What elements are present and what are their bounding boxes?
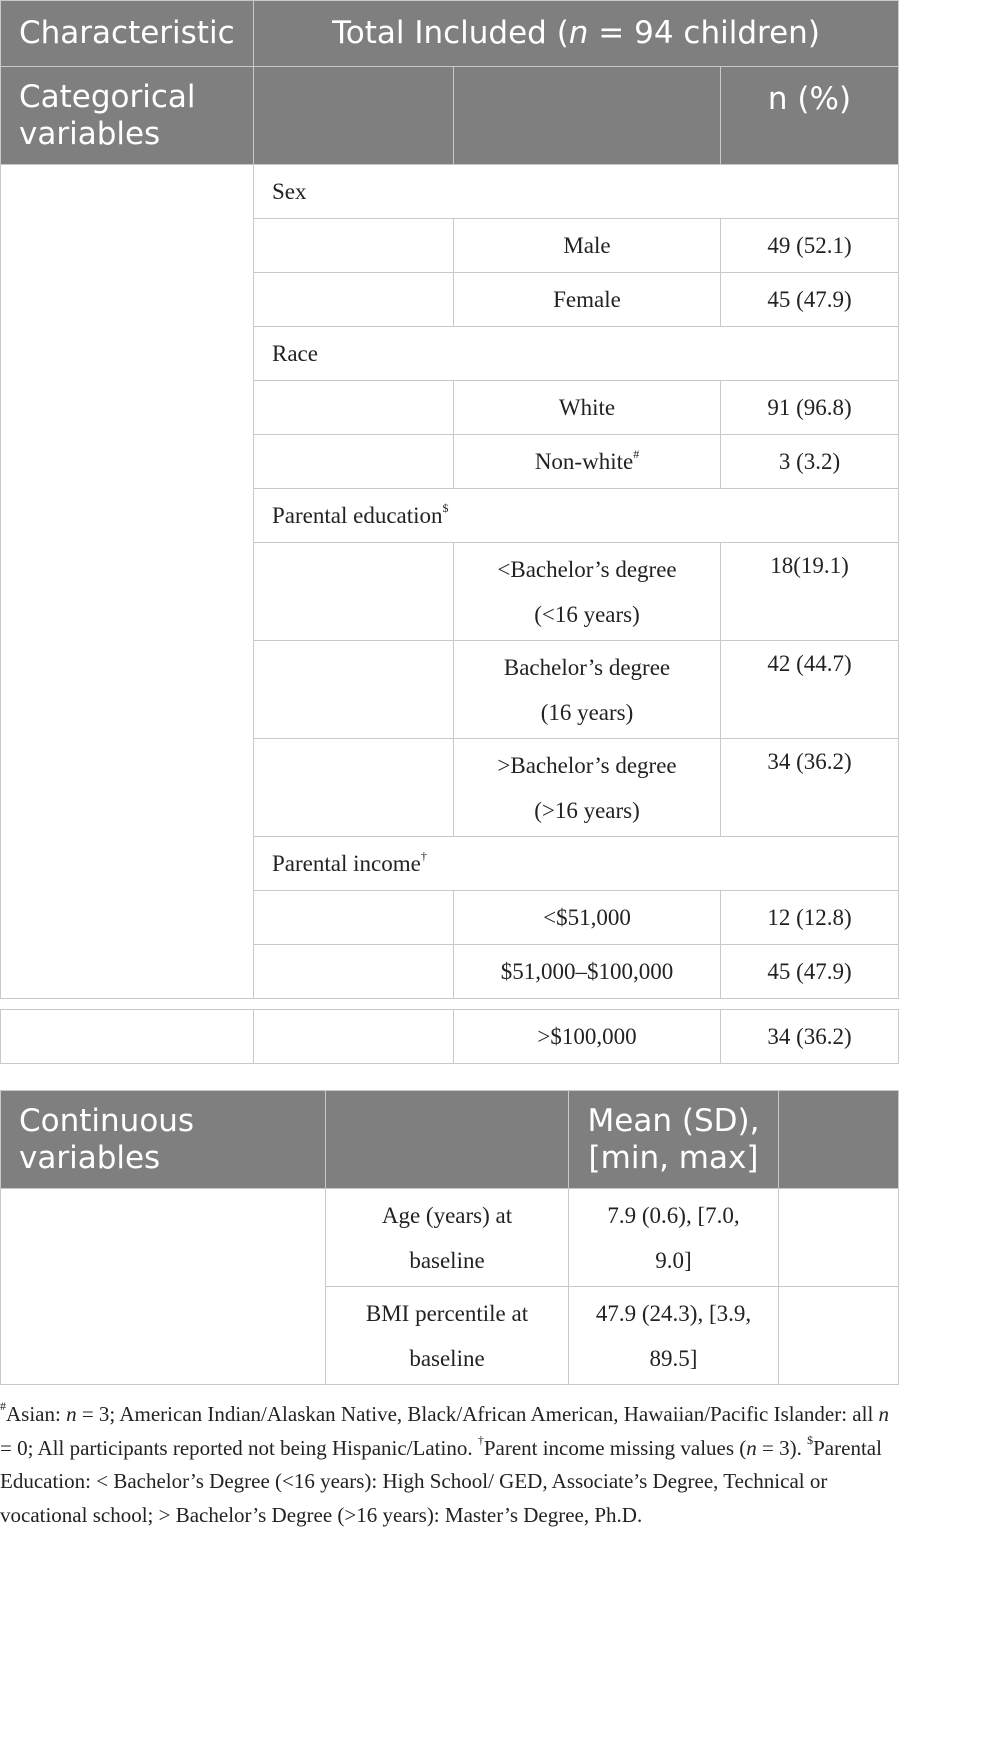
white-label: White <box>454 381 721 435</box>
mean-sd-header: Mean (SD), [min, max] <box>569 1091 779 1189</box>
categorical-variables-header: Categorical variables <box>1 67 254 165</box>
nonwhite-label: Non-white# <box>454 435 721 489</box>
income-mid-value: 45 (47.9) <box>721 945 899 999</box>
parental-education-label: Parental education$ <box>254 489 899 543</box>
nonwhite-value: 3 (3.2) <box>721 435 899 489</box>
n-percent-header: n (%) <box>721 67 899 165</box>
bmi-value: 47.9 (24.3), [3.9, 89.5] <box>569 1287 779 1385</box>
income-high-label: >$100,000 <box>454 1010 721 1064</box>
table-row <box>1 1010 899 1064</box>
sex-label: Sex <box>254 165 899 219</box>
categorical-header-row <box>1 67 899 165</box>
bmi-label: BMI percentile at baseline <box>326 1287 569 1385</box>
income-low-value: 12 (12.8) <box>721 891 899 945</box>
age-label: Age (years) at baseline <box>326 1189 569 1287</box>
parental-income-label: Parental income† <box>254 837 899 891</box>
continuous-table <box>0 1090 899 1385</box>
race-label: Race <box>254 327 899 381</box>
table-header-row <box>1 1 899 67</box>
income-high-value: 34 (36.2) <box>721 1010 899 1064</box>
less-than-bachelor-label: <Bachelor’s degree (<16 years) <box>454 543 721 641</box>
table-footnote: #Asian: n = 3; American Indian/Alaskan Native, Black/African American, Hawaiian/Pacific Islander: all n = 0; All participants reported not being Hispanic/Latino. †Parent income missing values (n = 3). $Parental Education: < Bachelor’s Degree (<16 years): High School/ GED, Associate’s Degree, Technical or vocational school; > Bachelor’s Degree (>16 years): Master’s Degree, Ph.D. <box>0 1399 890 1527</box>
bachelor-label: Bachelor’s degree (16 years) <box>454 641 721 739</box>
male-value: 49 (52.1) <box>721 219 899 273</box>
categorical-table-last-row <box>0 1009 899 1064</box>
more-than-bachelor-label: >Bachelor’s degree (>16 years) <box>454 739 721 837</box>
continuous-variables-header: Continuous variables <box>1 1091 326 1189</box>
table-row <box>1 1189 899 1287</box>
table-header-row <box>1 1091 899 1189</box>
total-included-header: Total Included (n = 94 children) <box>254 1 899 67</box>
income-mid-label: $51,000–$100,000 <box>454 945 721 999</box>
characteristic-header: Characteristic <box>1 1 254 67</box>
white-value: 91 (96.8) <box>721 381 899 435</box>
female-label: Female <box>454 273 721 327</box>
table-row <box>1 165 899 219</box>
bachelor-value: 42 (44.7) <box>721 641 899 739</box>
age-value: 7.9 (0.6), [7.0, 9.0] <box>569 1189 779 1287</box>
income-low-label: <$51,000 <box>454 891 721 945</box>
male-label: Male <box>454 219 721 273</box>
more-than-bachelor-value: 34 (36.2) <box>721 739 899 837</box>
female-value: 45 (47.9) <box>721 273 899 327</box>
less-than-bachelor-value: 18(19.1) <box>721 543 899 641</box>
